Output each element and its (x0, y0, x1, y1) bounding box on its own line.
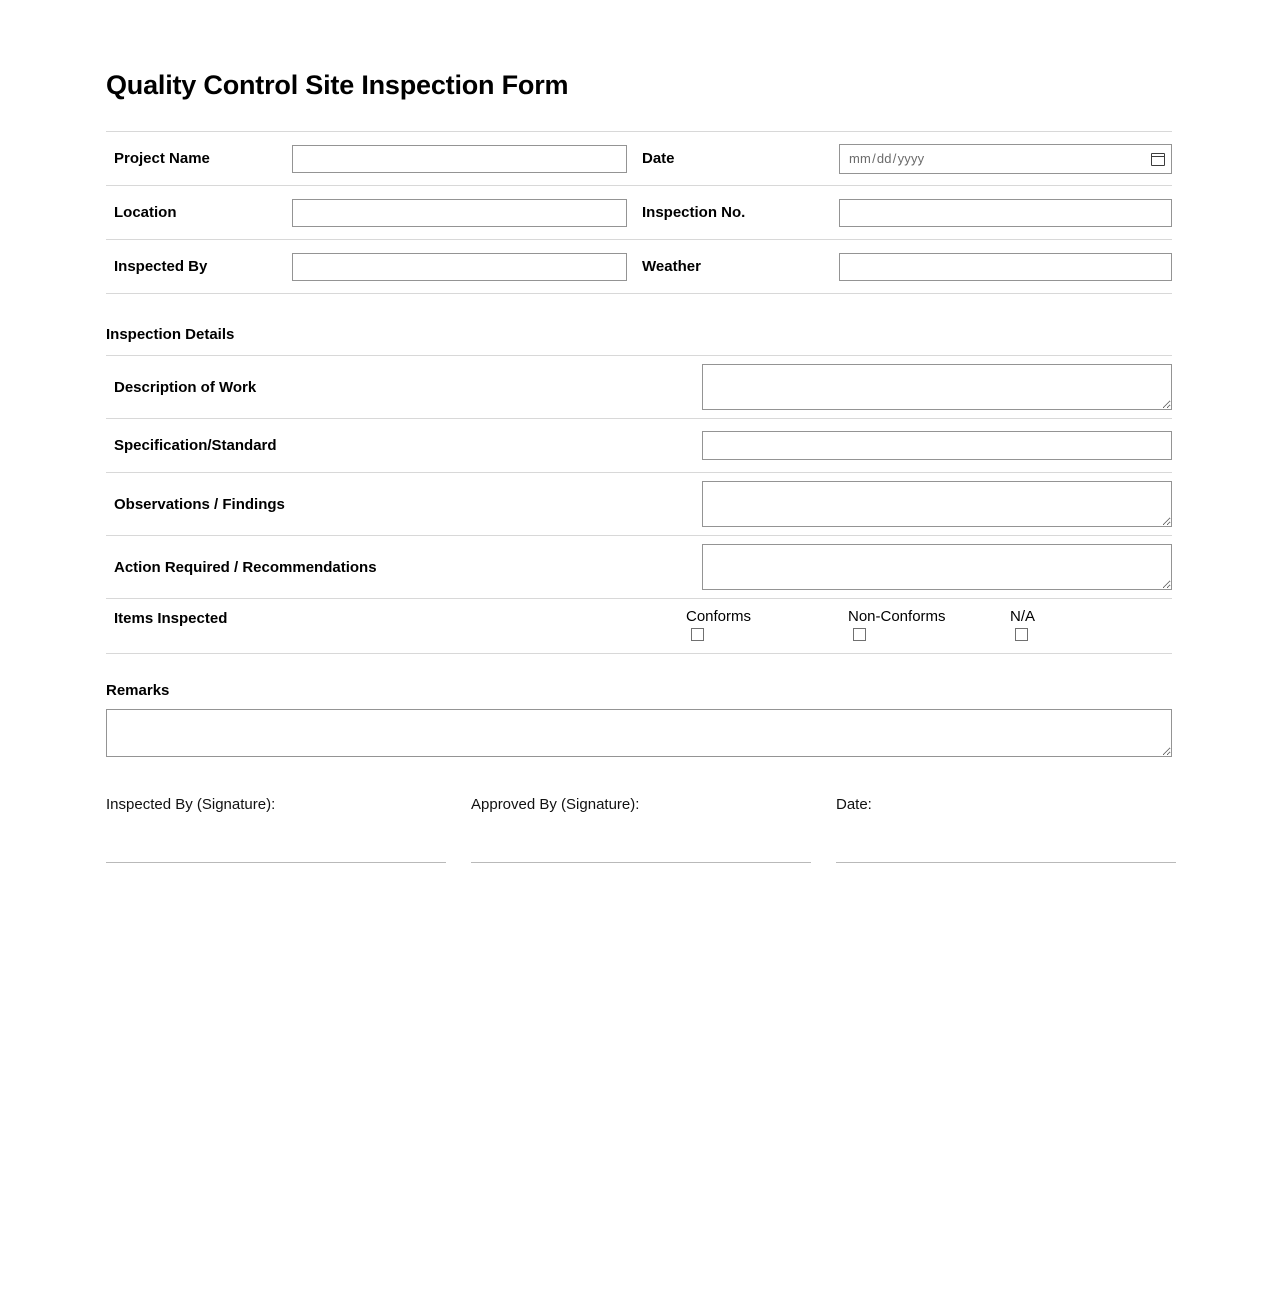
label-description-of-work: Description of Work (114, 378, 257, 396)
field-observations-findings-wrap (686, 481, 1172, 527)
checkbox-conforms[interactable] (691, 628, 704, 641)
specification-standard-input[interactable] (702, 431, 1172, 460)
inspected-by-input[interactable] (292, 253, 627, 281)
checkbox-non-conforms[interactable] (853, 628, 866, 641)
row-items-inspected (106, 598, 1172, 654)
field-date-wrap (822, 144, 1172, 174)
header-row-location-inspno (106, 186, 1172, 240)
label-specification-standard: Specification/Standard (114, 437, 277, 454)
field-project-name-wrap (292, 145, 632, 173)
label-inspection-no: Inspection No. (642, 204, 746, 221)
label-inspected-by: Inspected By (114, 258, 208, 275)
signature-block-approved-by (471, 796, 836, 863)
date-placeholder (849, 151, 924, 166)
date-mm: mm (849, 151, 872, 166)
label-project-name: Project Name (114, 150, 210, 167)
label-action-required: Action Required / Recommendations (114, 558, 377, 576)
date-dd: dd (876, 151, 892, 166)
location-input[interactable] (292, 199, 627, 227)
section-title-inspection-details: Inspection Details (106, 326, 235, 343)
signature-line-date[interactable] (836, 861, 1176, 863)
field-inspected-by-wrap (292, 253, 632, 281)
inspection-details-table (106, 355, 1172, 654)
label-date: Date (642, 150, 675, 167)
label-location: Location (114, 204, 177, 221)
description-of-work-textarea[interactable] (702, 364, 1172, 410)
date-sep-1: / (872, 151, 876, 166)
checkbox-na[interactable] (1015, 628, 1028, 641)
header-fields (106, 131, 1172, 294)
label-weather: Weather (642, 258, 701, 275)
label-items-inspected: Items Inspected (114, 610, 228, 627)
signature-row (106, 796, 1172, 863)
field-description-of-work-wrap (686, 364, 1172, 410)
option-label-conforms: Conforms (686, 608, 752, 625)
observations-findings-textarea[interactable] (702, 481, 1172, 527)
date-input[interactable] (839, 144, 1172, 174)
signature-block-date (836, 796, 1201, 863)
signature-label-approved-by: Approved By (Signature): (471, 796, 640, 813)
option-label-na: N/A (1010, 608, 1036, 625)
weather-input[interactable] (839, 253, 1172, 281)
signature-line-approved-by[interactable] (471, 861, 811, 863)
field-inspection-no-wrap (822, 199, 1172, 227)
signature-line-inspected-by[interactable] (106, 861, 446, 863)
header-row-inspectedby-weather (106, 240, 1172, 294)
row-description-of-work (106, 355, 1172, 418)
date-sep-2: / (892, 151, 897, 166)
row-action-required (106, 535, 1172, 598)
action-required-textarea[interactable] (702, 544, 1172, 590)
header-row-project-date (106, 131, 1172, 186)
option-label-non-conforms: Non-Conforms (848, 608, 946, 625)
row-specification-standard (106, 418, 1172, 472)
items-inspected-options (686, 608, 1172, 641)
option-na (1010, 608, 1172, 641)
inspection-no-input[interactable] (839, 199, 1172, 227)
project-name-input[interactable] (292, 145, 627, 173)
date-yyyy: yyyy (897, 151, 925, 166)
signature-label-date: Date: (836, 796, 872, 813)
page-title: Quality Control Site Inspection Form (106, 70, 569, 100)
field-specification-standard-wrap (686, 431, 1172, 460)
option-conforms (686, 608, 848, 641)
calendar-icon[interactable] (1151, 152, 1164, 165)
remarks-textarea[interactable] (106, 709, 1172, 757)
field-location-wrap (292, 199, 632, 227)
signature-block-inspected-by (106, 796, 471, 863)
label-remarks: Remarks (106, 682, 170, 699)
signature-label-inspected-by: Inspected By (Signature): (106, 796, 276, 813)
field-weather-wrap (822, 253, 1172, 281)
label-observations-findings: Observations / Findings (114, 495, 285, 513)
option-non-conforms (848, 608, 1010, 641)
field-action-required-wrap (686, 544, 1172, 590)
row-observations-findings (106, 472, 1172, 535)
